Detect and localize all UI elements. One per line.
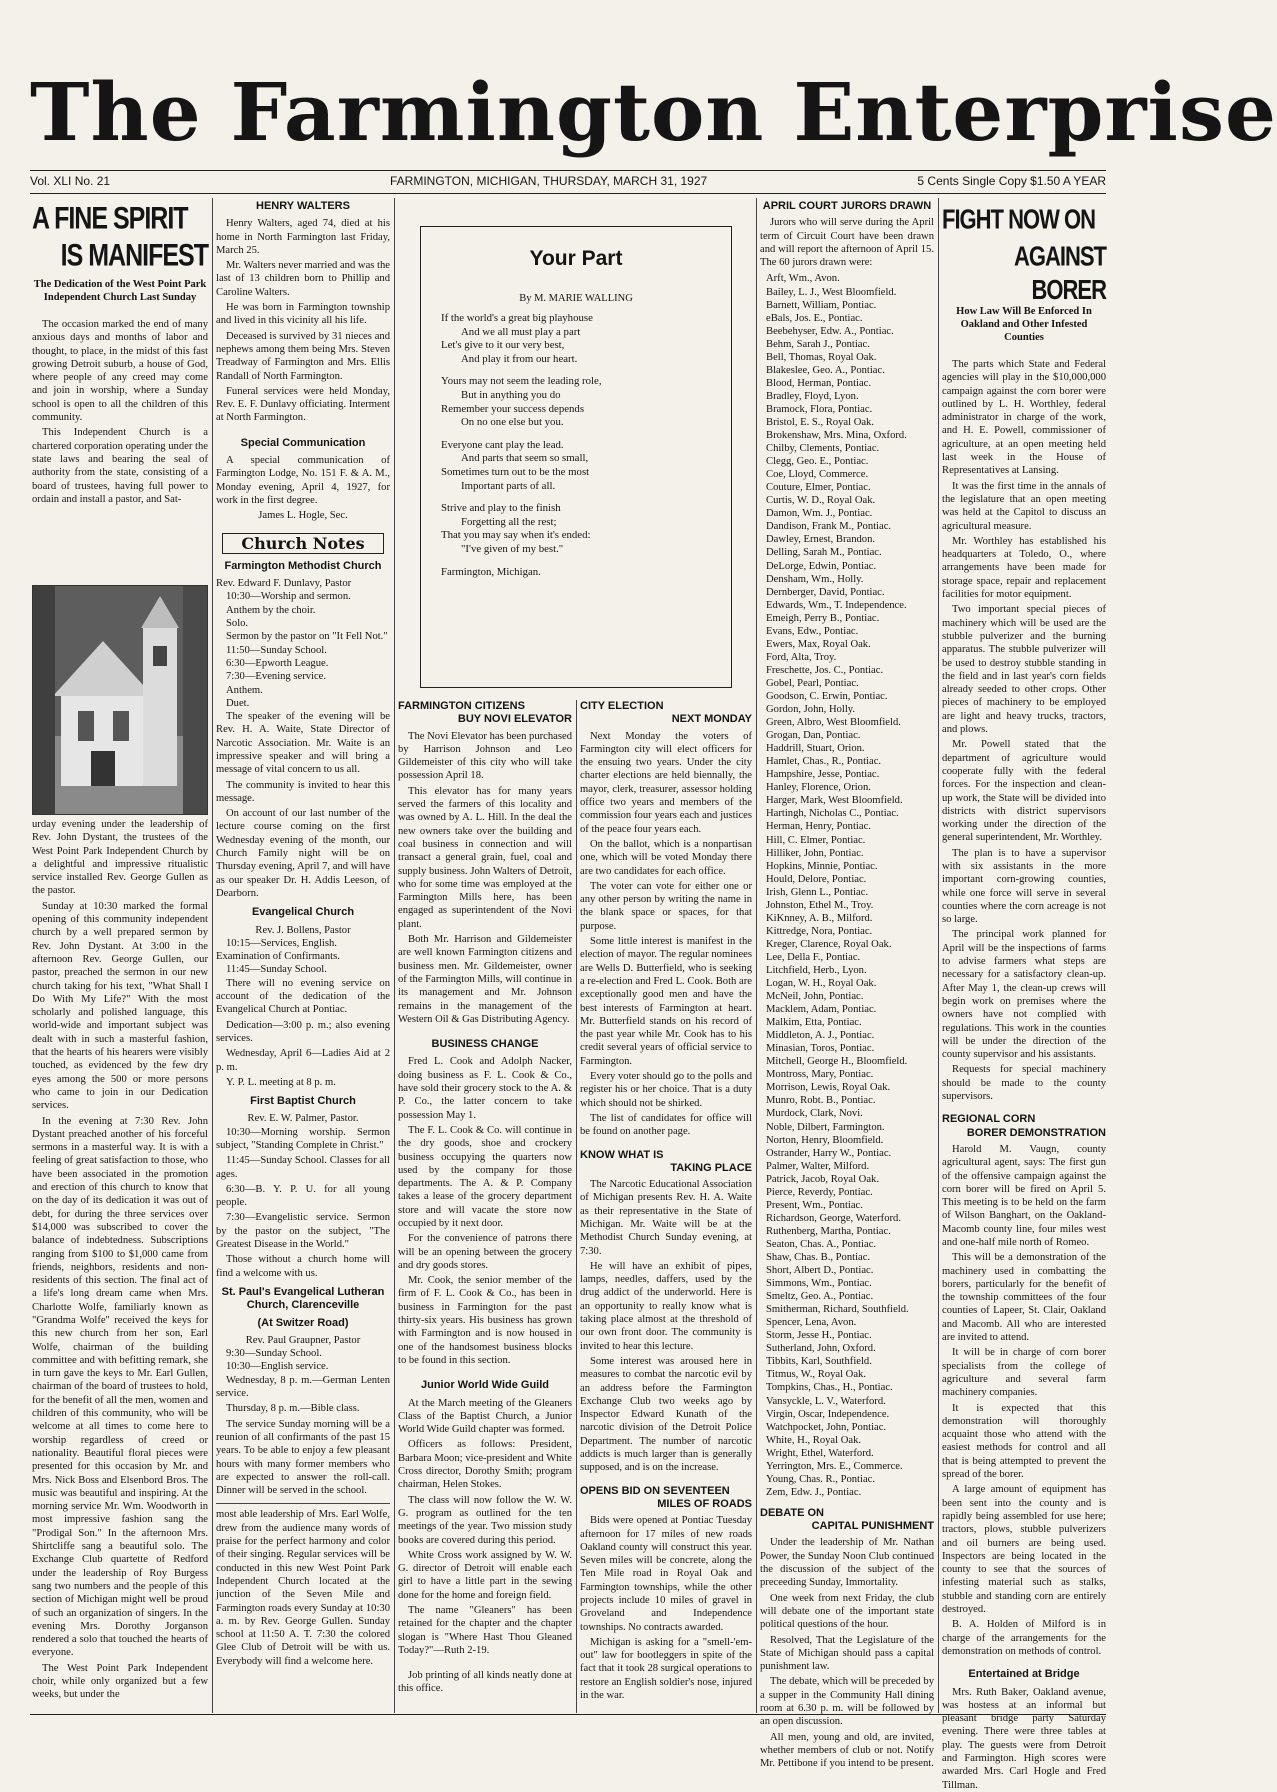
- juror-entry: Gordon, John, Holly.: [766, 704, 856, 716]
- juror-entry: Storm, Jesse H., Pontiac.: [766, 1330, 872, 1342]
- note-line: 10:30—Worship and sermon.: [226, 591, 351, 603]
- citizens-headline-2: BUY NOVI ELEVATOR: [457, 713, 572, 726]
- paragraph: B. A. Holden of Milford is in charge of the arrangements for the demonstration on methods of control.: [942, 1619, 1106, 1657]
- poem-line: And play it from our heart.: [461, 352, 578, 365]
- juror-entry: Malkim, Etta, Pontiac.: [766, 1017, 862, 1029]
- juror-entry: Hanley, Florence, Orion.: [766, 782, 871, 794]
- paragraph: It is expected that this demonstration will thoroughly acquaint those who attend with the easiest methods for control and all that is being attempted to prevent the spread of the borer.: [942, 1402, 1106, 1481]
- paragraph: This elevator has for many years served the farmers of this locality and was owned by A. L. Hill. In the deal the new owners take over the building and coal business in connection and will transact a general grain, fuel, coal and supply business. John Walters of Detroit, who for some time was employed at the Farmington Mills here, has been engaged as superintendent of the Novi plant.: [398, 785, 572, 930]
- note-line: 11:50—Sunday School.: [226, 644, 327, 656]
- paragraph: One week from next Friday, the club will debate one of the important state political questions of the hour.: [760, 1592, 934, 1631]
- note-line: Duet.: [226, 697, 250, 709]
- juror-entry: Sutherland, John, Oxford.: [766, 1343, 876, 1355]
- juror-entry: Simmons, Wm., Pontiac.: [766, 1278, 872, 1290]
- paragraph: Michigan is asking for a "smell-'em-out" law for bootleggers in spite of the fact that it took 28 surgical operations to restore an English soldier's nose, injured in the war.: [580, 1636, 752, 1702]
- paragraph: He was born in Farmington township and lived in this vicinity all his life.: [216, 302, 390, 327]
- divider: [216, 1503, 390, 1504]
- paragraph: The parts which State and Federal agencies will play in the $10,000,000 campaign against the corn borer were outlined by L. H. Worthley, federal administrator in charge of the work, and H. E. Powell, commissioner of agriculture, at an open meeting held last week in the House of Representatives at Lansing.: [942, 359, 1106, 477]
- juror-entry: Palmer, Walter, Milford.: [766, 1160, 870, 1172]
- paragraph: Requests for special machinery should be made to the county supervisors.: [942, 1064, 1106, 1103]
- paragraph: 11:45—Sunday School. Classes for all ages.: [216, 1155, 390, 1180]
- juror-entry: Titmus, W., Royal Oak.: [766, 1369, 866, 1381]
- juror-entry: Kittredge, Nora, Pontiac.: [766, 925, 873, 937]
- entertained-headline: Entertained at Bridge: [968, 1668, 1080, 1681]
- paragraph: The service Sunday morning will be a reunion of all confirmants of the past 15 years. To be able to enjoy a few pleasant hours with many former members who are expected to answer the roll-call. Dinner will be served in the school.: [216, 1418, 390, 1497]
- juror-list: [760, 272, 934, 1498]
- church-name: First Baptist Church: [250, 1095, 356, 1108]
- bottom-rule: [30, 1714, 1106, 1715]
- juror-entry: Ruthenberg, Martha, Pontiac.: [766, 1225, 891, 1237]
- jurors-headline: APRIL COURT JURORS DRAWN: [762, 200, 932, 212]
- fine-spirit-headline-1: A FINE SPIRIT: [32, 200, 188, 236]
- juror-entry: Irish, Glenn L., Pontiac.: [766, 886, 869, 898]
- juror-entry: Clegg, Geo. E., Pontiac.: [766, 456, 869, 468]
- note-line: 7:30—Evening service.: [226, 671, 327, 683]
- juror-entry: Freschette, Jos. C., Pontiac.: [766, 664, 884, 676]
- paragraph: Mrs. Ruth Baker, Oakland avenue, was hostess at an informal but pleasant bridge party Saturday evening. There were three tables at play. The guests were from Detroit and Farmington. High scores were awarded Mrs. Carl Hogle and Fred Tillman.: [942, 1686, 1106, 1791]
- juror-entry: Johnston, Ethel M., Troy.: [766, 899, 874, 911]
- business-change-headline: BUSINESS CHANGE: [431, 1038, 539, 1051]
- juror-entry: Smitherman, Richard, Southfield.: [766, 1304, 909, 1316]
- note-line: Solo.: [226, 618, 249, 630]
- paragraph: Bids were opened at Pontiac Tuesday afternoon for 17 miles of new roads Oakland county will construct this year. Seven miles will be concrete, along the Ten Mile road in Royal Oak and Farmington townships, while the other projects include 10 miles of gravel in Groveland and Independence townships. No contracts awarded.: [580, 1515, 752, 1633]
- paragraph: He will have an exhibit of pipes, lamps, needles, daffers, used by the drug addict of the underworld. Here is an opportunity to really know what is taking place almost at the threshold of our own front door. The community is invited to hear this lecture.: [580, 1260, 752, 1352]
- paragraph: The plan is to have a supervisor with six assistants in the more important corn-growing counties, while one force will serve in several counties where the corn acreage is not so large.: [942, 847, 1106, 926]
- note-line: Anthem.: [226, 684, 263, 696]
- price: 5 Cents Single Copy $1.50 A YEAR: [917, 174, 1106, 188]
- paragraph: The speaker of the evening will be Rev. H. A. Waite, State Director of Narcotic Association. Mr. Waite is an impressive speaker and will bring a message of vital concern to us all.: [216, 711, 390, 776]
- column-rule: [756, 198, 757, 1713]
- juror-entry: Patrick, Jacob, Royal Oak.: [766, 1173, 879, 1185]
- juror-entry: Arft, Wm., Avon.: [766, 273, 840, 285]
- paragraph: At the March meeting of the Gleaners Class of the Baptist Church, a Junior World Wide Guild chapter was formed.: [398, 1397, 572, 1436]
- poem-line: Yours may not seem the leading role,: [441, 375, 602, 388]
- juror-entry: Beebehyser, Edw. A., Pontiac.: [766, 325, 894, 337]
- poem-line: Everyone cant play the lead.: [441, 438, 564, 451]
- juror-entry: Herman, Henry, Pontiac.: [766, 821, 871, 833]
- paragraph: Both Mr. Harrison and Gildemeister are well known Farmington citizens and business men. Mr. Gildemeister, owner of the Farmington Mills, will continue in its management and Mr. Johnson remains in the management of the Western Oil & Gas Distributing Agency.: [398, 934, 572, 1025]
- note-line: Rev. Edward F. Dunlavy, Pastor: [216, 578, 352, 590]
- note-line: Rev. J. Bollens, Pastor: [255, 924, 351, 936]
- juror-entry: McNeil, John, Pontiac.: [766, 991, 864, 1003]
- juror-entry: Dernberger, David, Pontiac.: [766, 586, 885, 598]
- column-two: [216, 200, 390, 1713]
- juror-entry: Logan, W. H., Royal Oak.: [766, 978, 877, 990]
- juror-entry: Blakeslee, Geo. A., Pontiac.: [766, 364, 885, 376]
- juror-entry: Kreger, Clarence, Royal Oak.: [766, 938, 892, 950]
- column-rule: [576, 700, 577, 1713]
- juror-entry: Curtis, W. D., Royal Oak.: [766, 495, 876, 507]
- paragraph: The debate, which will be preceded by a supper in the Community Hall dining room at 6.30 p. m. will be followed by an open discussion.: [760, 1676, 934, 1728]
- poem-stanza: [441, 439, 731, 493]
- juror-entry: Short, Albert D., Pontiac.: [766, 1265, 874, 1277]
- note-line: Sermon by the pastor on "It Fell Not.": [226, 631, 388, 643]
- juror-entry: Hamlet, Chas., R., Pontiac.: [766, 756, 882, 768]
- paragraph: The Narcotic Educational Association of Michigan presents Rev. H. A. Waite as their representative in the State of Michigan. Mr. Waite will be at the Methodist Church Sunday evening, at 7:30.: [580, 1179, 752, 1257]
- dateline-rule: [30, 193, 1106, 194]
- know-what-headline-1: KNOW WHAT IS: [580, 1148, 664, 1161]
- juror-entry: White, H., Royal Oak.: [766, 1434, 862, 1446]
- poem-byline: By M. MARIE WALLING: [519, 293, 633, 304]
- paragraph: The list of candidates for office will be found on another page.: [580, 1112, 752, 1138]
- fight-headline-1: FIGHT NOW ON: [942, 203, 1095, 235]
- juror-entry: Morrison, Lewis, Royal Oak.: [766, 1082, 891, 1094]
- juror-entry: Goodson, C. Erwin, Pontiac.: [766, 690, 888, 702]
- juror-entry: Present, Wm., Pontiac.: [766, 1199, 863, 1211]
- paragraph: The name "Gleaners" has been retained for the chapter and the chapter slogan is "Where Hast Thou Gleaned Today?"—Ruth 2-19.: [398, 1605, 572, 1656]
- paragraph: Wednesday, 8 p. m.—German Lenten service.: [216, 1374, 390, 1400]
- paragraph: This will be a demonstration of the machinery used in combatting the borers, particularly for the benefit of the township committees of the four counties of Lapeer, St. Clair, Oakland and Macomb. All who are interested are invited to attend.: [942, 1252, 1106, 1344]
- note-line: Anthem by the choir.: [226, 604, 316, 616]
- paragraph: Every voter should go to the polls and register his or her choice. That is a duty which should not be shirked.: [580, 1071, 752, 1109]
- juror-entry: Spencer, Lena, Avon.: [766, 1317, 857, 1329]
- column-rule: [394, 198, 395, 1713]
- paragraph: 10:30—Morning worship. Sermon subject, "Standing Complete in Christ.": [216, 1126, 390, 1151]
- fine-spirit-deck: The Dedication of the West Point Park Independent Church Last Sunday: [33, 279, 207, 303]
- paragraph: The community is invited to hear this message.: [216, 779, 390, 804]
- paragraph: Mr. Cook, the senior member of the firm of F. L. Cook & Co., has been in business in Farmington for the past thirty-six years. His business has grown with Farmington and is now housed in one of the handsomest business blocks to be found in this section.: [398, 1275, 572, 1366]
- juror-entry: KiKnney, A. B., Milford.: [766, 912, 873, 924]
- column-four: [580, 700, 752, 1713]
- paragraph: Thursday, 8 p. m.—Bible class.: [226, 1403, 360, 1415]
- signature: James L. Hogle, Sec.: [258, 510, 348, 522]
- poem-line: Let's give to it our very best,: [441, 339, 565, 352]
- henry-walters-headline: HENRY WALTERS: [256, 200, 350, 212]
- paragraph: The West Point Park Independent choir, while only organized but a few weeks, but under the: [32, 1662, 208, 1701]
- paragraph: Resolved, That the Legislature of the State of Michigan should pass a capital punishment law.: [760, 1634, 934, 1673]
- paragraph: Y. P. L. meeting at 8 p. m.: [226, 1076, 336, 1088]
- city-election-headline-1: CITY ELECTION: [580, 700, 664, 712]
- juror-entry: Bristol, E. S., Royal Oak.: [766, 417, 874, 428]
- paragraph: The F. L. Cook & Co. will continue in the dry goods, shoe and crockery business occupying the quarters now used by the company for those departments. The A. & P. Company takes a lease of the grocery department store and will vacate the store now occupied by it next door.: [398, 1124, 572, 1229]
- opens-bid-headline-1: OPENS BID ON SEVENTEEN: [580, 1484, 730, 1497]
- church-notes-box: [222, 533, 384, 554]
- paragraph: Jurors who will serve during the April term of Circuit Court have been drawn and will report the afternoon of April 15. The 60 jurors drawn were:: [760, 217, 934, 269]
- juror-entry: Young, Chas. R., Pontiac.: [766, 1473, 875, 1485]
- juror-entry: Ewers, Max, Royal Oak.: [766, 638, 871, 650]
- church-name: Farmington Methodist Church: [224, 559, 382, 572]
- paragraph: On account of our last number of the lecture course coming on the first Wednesday evening of the month, our Church Family night will be on Thursday evening, April 7, and will have as our speaker Dr. H. Addis Leeson, of Dearborn.: [216, 808, 390, 899]
- masthead: The Farmington Enterprise: [30, 65, 1277, 159]
- paragraph: Mr. Worthley has established his headquarters at Toledo, O., where arrangements have been made for storage space, repair and replacement facilities for motor equipment.: [942, 535, 1106, 601]
- paragraph: Fred L. Cook and Adolph Nacker, doing business as F. L. Cook & Co., have sold their grocery stock to the A. & P. Co., the latter concern to take possession May 1.: [398, 1056, 572, 1121]
- opens-bid-headline-2: MILES OF ROADS: [657, 1497, 752, 1510]
- paragraph: On the ballot, which is a nonpartisan one, which will be voted Monday there are two candidates for each office.: [580, 838, 752, 877]
- juror-entry: Seaton, Chas. A., Pontiac.: [766, 1238, 877, 1250]
- poem-line: Strive and play to the finish: [441, 502, 561, 515]
- juror-entry: Hilliker, John, Pontiac.: [766, 847, 864, 859]
- juror-entry: Edwards, Wm., T. Independence.: [766, 599, 907, 611]
- poem-stanza: [441, 502, 731, 556]
- juror-entry: Bell, Thomas, Royal Oak.: [766, 351, 877, 363]
- juror-entry: Norton, Henry, Bloomfield.: [766, 1134, 884, 1146]
- juror-entry: Shaw, Chas. B., Pontiac.: [766, 1252, 871, 1263]
- juror-entry: Green, Albro, West Bloomfield.: [766, 717, 901, 729]
- juror-entry: Mitchell, George H., Bloomfield.: [766, 1056, 908, 1068]
- paragraph: The Novi Elevator has been purchased by Harrison Johnson and Leo Gildemeister of this city who will take possession April 18.: [398, 730, 572, 782]
- church-notes-title: Church Notes: [241, 533, 365, 553]
- poem-line: But in anything you do: [461, 388, 561, 401]
- paragraph: The principal work planned for April will be the inspections of farms to advise farmers what steps are necessary for a satisfactory clean-up. After May 1, the clean-up crews will begin work on premises where the owners have not complied with regulations. This work in the counties will be under the direction of the county supervisor and his assistants.: [942, 929, 1106, 1061]
- paragraph: Wednesday, April 6—Ladies Aid at 2 p. m.: [216, 1048, 390, 1073]
- juror-entry: Harger, Mark, West Bloomfield.: [766, 795, 903, 807]
- juror-entry: Yerrington, Mrs. E., Commerce.: [766, 1460, 903, 1472]
- paragraph: The class will now follow the W. W. G. program as outlined for the ten meetings of the year. Two mission study books are covered during this period.: [398, 1494, 572, 1546]
- juror-entry: Virgin, Oscar, Independence.: [766, 1408, 890, 1420]
- debate-headline-1: DEBATE ON: [760, 1506, 824, 1519]
- juror-entry: Tompkins, Chas., H., Pontiac.: [766, 1382, 893, 1394]
- juror-entry: Hartingh, Nicholas C., Pontiac.: [766, 808, 899, 820]
- juror-entry: Emeigh, Perry B., Pontiac.: [766, 612, 880, 624]
- paragraph: Under the leadership of Mr. Nathan Power, the Sunday Noon Club continued the discussion of the subject of the preceeding Sunday, Immortality.: [760, 1537, 934, 1589]
- regional-corn-headline-1: REGIONAL CORN: [942, 1113, 1036, 1126]
- paragraph: most able leadership of Mrs. Earl Wolfe, drew from the audience many words of praise for the perfect harmony and color of their singing. Regular services will be conducted in this new West Point Park Independent Church located at the junction of the Seven Mile and Farmington roads every Sunday at 10:30 a. m. by Rev. George Gullen. Sunday school at 11:50 A. T. 7:30 the colored Glee Club of Detroit will be with us. Everybody will find a welcome here.: [216, 1509, 390, 1667]
- paragraph: This Independent Church is a chartered corporation operating under the state laws and bearing the seal of authority from the state, consisting of a board of trustees, having full power to ordain and install a pastor, and Sat-: [32, 427, 208, 505]
- juror-entry: Montross, Mary, Pontiac.: [766, 1069, 874, 1081]
- juror-entry: Hampshire, Jesse, Pontiac.: [766, 769, 880, 781]
- paragraph: 7:30—Evangelistic service. Sermon by the pastor on the subject, "The Greatest Disease in the World.": [216, 1212, 390, 1251]
- church-location: (At Switzer Road): [257, 1316, 349, 1329]
- poem-stanza: [441, 375, 731, 429]
- church-photo: [32, 585, 208, 815]
- juror-entry: Gobel, Pearl, Pontiac.: [766, 677, 859, 689]
- note-line: 10:15—Services, English.: [226, 937, 337, 949]
- juror-entry: Densham, Wm., Holly.: [766, 573, 864, 585]
- juror-entry: Ostrander, Harry W., Pontiac.: [766, 1147, 892, 1159]
- paragraph: Sunday at 10:30 marked the formal opening of this community independent church by a well prepared sermon by Rev. John Dystant. At 3:00 in the afternoon Rev. George Gullen, our pastor, preached the sermon in our new church taking for his text, "What Shall I Do With My Life?" With the most scholarly and polished language, this world-wide and important subject was dealt with in such a masterful fashion, that the hearts of his hearers were visibly touched, as evidenced by the few dry eyes among the 500 or more persons who came to join in our Dedication services.: [32, 900, 208, 1112]
- juror-entry: eBals, Jos. E., Pontiac.: [766, 312, 863, 324]
- juror-entry: Zem, Edw. J., Pontiac.: [766, 1486, 862, 1498]
- juror-entry: Hopkins, Minnie, Pontiac.: [766, 860, 878, 872]
- juror-entry: Bramock, Flora, Pontiac.: [766, 403, 873, 415]
- paragraph: White Cross work assigned by W. W. G. director of Detroit will enable each girl to have a little part in the sewing done for the home and foreign field.: [398, 1549, 572, 1601]
- fine-spirit-headline-2: IS MANIFEST: [60, 237, 208, 273]
- juror-entry: Litchfield, Herb., Lyon.: [766, 964, 867, 976]
- note-line: 10:30—English service.: [226, 1361, 329, 1373]
- paragraph: 6:30—B. Y. P. U. for all young people.: [216, 1183, 390, 1209]
- juror-entry: Delling, Sarah M., Pontiac.: [766, 547, 882, 559]
- column-rule: [212, 198, 213, 1713]
- poem-line: Remember your success depends: [441, 402, 585, 415]
- fine-spirit-article: [32, 200, 208, 575]
- church-illustration: [33, 586, 207, 814]
- juror-entry: Ford, Alta, Troy.: [766, 651, 837, 663]
- note-line: Rev. E. W. Palmer, Pastor.: [247, 1113, 359, 1125]
- juror-entry: Watchpocket, John, Pontiac.: [766, 1421, 887, 1433]
- juror-entry: Chilby, Clements, Pontiac.: [766, 443, 880, 455]
- note-line: 6:30—Epworth League.: [226, 657, 329, 669]
- place-date: FARMINGTON, MICHIGAN, THURSDAY, MARCH 31, 1927: [390, 174, 708, 188]
- juror-entry: Hill, C. Elmer, Pontiac.: [766, 834, 866, 846]
- paragraph: Some little interest is manifest in the election of mayor. The regular nominees are Wells D. Butterfield, who is seeking a re-election and Fred L. Cook. Both are exceptionally good men and have the best interests of Farmington at heart. Mr. Butterfield stands on his record of the past year while Mr. Cook has to his credit several years of official service to Farmington.: [580, 936, 752, 1067]
- paragraph: Henry Walters, aged 74, died at his home in North Farmington last Friday, March 25.: [216, 218, 390, 256]
- paragraph: A large amount of equipment has been sent into the county and is rapidly being assembled for use here; tractors, plows, stubble pulverizers and oil burners are being used. Inspectors are being located in the county to see that the sources of infesting material such as stalks, stubble and standing corn are entirely destroyed.: [942, 1484, 1106, 1616]
- paragraph: The voter can vote for either one or any other person by writing the name in the blank space or spaces, for that purpose.: [580, 880, 752, 932]
- juror-entry: Smeltz, Geo. A., Pontiac.: [766, 1291, 874, 1303]
- juror-entry: Blood, Herman, Pontiac.: [766, 377, 872, 389]
- juror-entry: Coe, Lloyd, Commerce.: [766, 469, 869, 481]
- note-line: 11:45—Sunday School.: [226, 964, 327, 976]
- dateline: [30, 172, 1106, 192]
- special-communication-headline: Special Communication: [240, 436, 366, 449]
- paragraph: Those without a church home will find a welcome with us.: [216, 1254, 390, 1279]
- know-what-headline-2: TAKING PLACE: [670, 1161, 752, 1174]
- poem-line: Sometimes turn out to be the most: [441, 465, 590, 478]
- paragraph: Harold M. Vaugn, county agricultural agent, says: The first gun of the offensive campaign against the corn borer will be fired on April 5. This meeting is to be held on the farm of Wilson Banghart, on the Oakland-Macomb county line, four miles west and one-half mile north of Romeo.: [942, 1143, 1106, 1248]
- juror-entry: Wright, Ethel, Waterford.: [766, 1447, 874, 1459]
- juror-entry: Macklem, Adam, Pontiac.: [766, 1004, 877, 1016]
- church-name: St. Paul's Evangelical Lutheran Church, Clarenceville: [221, 1285, 385, 1312]
- juror-entry: Bailey, L. J., West Bloomfield.: [766, 286, 897, 298]
- juror-entry: Brokenshaw, Mrs. Mina, Oxford.: [766, 430, 907, 442]
- job-printing-notice: Job printing of all kinds neatly done at this office.: [398, 1670, 572, 1695]
- juror-entry: Dawley, Ernest, Brandon.: [766, 534, 876, 546]
- paragraph: It was the first time in the annals of the legislature that an open meeting was held at the Capitol to discuss an agricultural measure.: [942, 480, 1106, 532]
- paragraph: Next Monday the voters of Farmington city will elect officers for the ensuing two years. Under the city charter elections are held biennally, the mayor, clerk, treasurer, assessor holding office two years and members of the commission four years each and justices of the peace four years each.: [580, 730, 752, 835]
- poem-line: Forgetting all the rest;: [461, 515, 557, 528]
- poem-line: "I've given of my best.": [461, 542, 564, 555]
- paragraph: Dedication—3:00 p. m.; also evening services.: [216, 1019, 390, 1044]
- juror-entry: Evans, Edw., Pontiac.: [766, 625, 859, 637]
- paragraph: Deceased is survived by 31 nieces and nephews among them being Mrs. Steven Treadway of Farmington and Mrs. Ellis Randall of North Farmington.: [216, 330, 390, 382]
- juror-entry: Barnett, William, Pontiac.: [766, 299, 877, 311]
- poem-stanza: [441, 312, 731, 366]
- juror-entry: Murdock, Clark, Novi.: [766, 1108, 863, 1120]
- paragraph: A special communication of Farmington Lodge, No. 151 F. & A. M., Monday evening, April 4, 1927, for work in the first degree.: [216, 455, 390, 506]
- juror-entry: Hould, Delore, Pontiac.: [766, 873, 867, 885]
- paragraph: The occasion marked the end of many anxious days and months of labor and thought, to place, in the midst of this fast growing Detroit suburb, a house of God, where people of any creed may come and join in worship, where a Sunday school is open to all the children of this community.: [32, 319, 208, 424]
- column-rule: [938, 198, 939, 1713]
- poem-line: Important parts of all.: [461, 479, 556, 492]
- poem-line: That you may say when it's ended:: [441, 529, 591, 542]
- your-part-poem-box: [420, 226, 732, 688]
- juror-entry: Noble, Dilbert, Farmington.: [766, 1121, 885, 1133]
- note-line: 9:30—Sunday School.: [226, 1348, 322, 1360]
- paragraph: It will be in charge of corn borer specialists from the college of agriculture and several farm machinery companies.: [942, 1347, 1106, 1399]
- citizens-headline-1: FARMINGTON CITIZENS: [398, 700, 525, 712]
- juror-entry: Dandison, Frank M., Pontiac.: [766, 521, 892, 533]
- volume-number: Vol. XLI No. 21: [30, 174, 111, 188]
- juror-entry: Haddrill, Stuart, Orion.: [766, 743, 865, 755]
- column-six: [942, 200, 1106, 1791]
- poem-line: And we all must play a part: [461, 325, 581, 338]
- poem-line: On no one else but you.: [461, 416, 564, 429]
- fight-headline-2: AGAINST BORER: [1014, 240, 1106, 306]
- juror-entry: Middleton, A. J., Pontiac.: [766, 1030, 875, 1042]
- paragraph: Mr. Powell stated that the department of agriculture would cooperate fully with the federal forces. For the inspection and clean-up work, the State will be divided into districts with district supervisors working under the direction of the general superintendent, Mr. Worthley.: [942, 739, 1106, 844]
- top-rule: [30, 170, 1106, 171]
- juror-entry: Couture, Elmer, Pontiac.: [766, 482, 871, 494]
- juror-entry: Grogan, Dan, Pontiac.: [766, 730, 861, 742]
- paragraph: Two important special pieces of machinery which will be used are the stubble pulverizer and the burning apparatus. The stubble pulverizer will be used to destroy stubble standing in the field and in last year's corn fields already seeded to other crops. Other pieces of machinery to be employed are light and heavy trucks, tractors, and plows.: [942, 604, 1106, 736]
- paragraph: Mr. Walters never married and was the last of 13 children born to Phillip and Caroline Walters.: [216, 260, 390, 298]
- juror-entry: Damon, Wm. J., Pontiac.: [766, 508, 873, 520]
- regional-corn-headline-2: BORER DEMONSTRATION: [966, 1126, 1106, 1139]
- juror-entry: DeLorge, Edwin, Pontiac.: [766, 560, 877, 572]
- paragraph: For the convenience of patrons there will be an opening between the grocery and dry goods stores.: [398, 1233, 572, 1271]
- church-name: Evangelical Church: [251, 906, 355, 919]
- juror-entry: Tibbits, Karl, Southfield.: [766, 1356, 872, 1368]
- poem-place: Farmington, Michigan.: [441, 565, 541, 578]
- city-election-headline-2: NEXT MONDAY: [671, 713, 752, 726]
- poem-line: If the world's a great big playhouse: [441, 312, 593, 324]
- note-line: Rev. Paul Graupner, Pastor: [245, 1334, 361, 1346]
- juror-entry: Vansyckle, L. V., Waterford.: [766, 1395, 886, 1407]
- poem-title: Your Part: [529, 247, 623, 270]
- column-five: [760, 200, 934, 1770]
- juror-entry: Lee, Della F., Pontiac.: [766, 951, 861, 963]
- juror-entry: Behm, Sarah J., Pontiac.: [766, 338, 870, 350]
- paragraph: urday evening under the leadership of Rev. John Dystant, the trustees of the West Point Park Independent Church by a delightful and impressive ritualistic service installed Rev. George Gullen as the pastor.: [32, 819, 208, 897]
- fine-spirit-continued: [32, 818, 208, 1713]
- note-line: Examination of Confirmants.: [216, 951, 340, 963]
- paragraph: All men, young and old, are invited, whether members of club or not. Notify Mr. Pettibone if you intend to be present.: [760, 1731, 934, 1770]
- paragraph: Officers as follows: President, Barbara Moon; vice-president and White Cross director, Dorothy Smith; program chairman, Helen Stokes.: [398, 1439, 572, 1491]
- juror-entry: Minasian, Toros, Pontiac.: [766, 1043, 875, 1055]
- paragraph: Some interest was aroused here in measures to combat the narcotic evil by an address before the Farmington Exchange Club two weeks ago by Inspector Edward Kunath of the narcotic division of the Detroit Police Department. The number of narcotic addicts is much larger than is generally supposed, and is on the increase.: [580, 1355, 752, 1474]
- juror-entry: Pierce, Reverdy, Pontiac.: [766, 1186, 873, 1198]
- column-three: [398, 700, 572, 1713]
- juror-entry: Richardson, George, Waterford.: [766, 1212, 901, 1224]
- poem-line: And parts that seem so small,: [461, 452, 589, 465]
- juror-entry: Bradley, Floyd, Lyon.: [766, 390, 859, 402]
- paragraph: In the evening at 7:30 Rev. John Dystant preached another of his forceful sermons in a masterful way. It is with a feeling of great satisfaction to those, who have been associated in the promotion and erection of this church to know that on the day of its dedication it was out of debt, for during the three services over $14,000 was subscribed to cover the balance of indebtedness. Subscriptions ranging from $100 to $1,000 came from friends, neighbors, residents and non-residents of this section. The final act of a life's long dream came when Mrs. Charlotte Wolfe, familiarly known as "Grandma Wolfe" received the keys for this new church from her son, Earl Wolfe, chairman of the building committee and with befitting remark, she in turn gave the keys to Mr. Earl Gullen, chairman of the board of trustees to hold, for the benefit of all the men, women and children of this community, who will be welcome at all times to come here to worship regardless of creed or nationality. Beautiful floral pieces were presented for this occasion by Mr. and Mrs. Nick Boss and Elsenbord Bros. The music was beautiful and inspiring. At the morning service Mr. Wm. Woodworth in most impressive fashion sang the "Prodigal Son." In the afternoon Mrs. Shirtcliffe sang a beautiful solo. The Exchange Club quartette of Redford under the leadership of Roy Burgess sang two numbers and the people of this section of Michigan might well be proud of such an organization of singers. In the evening Mrs. Dorothy Jorganson rendered a solo that touched the hearts of everyone.: [32, 1115, 208, 1659]
- debate-headline-2: CAPITAL PUNISHMENT: [811, 1520, 934, 1533]
- junior-guild-headline: Junior World Wide Guild: [420, 1379, 550, 1392]
- fight-deck: How Law Will Be Enforced In Oakland and Other Infested Counties: [956, 306, 1092, 343]
- juror-entry: Munro, Robt. B., Pontiac.: [766, 1095, 876, 1107]
- paragraph: Funeral services were held Monday, Rev. E. F. Dunlavy officiating. Interment at North Farmington.: [216, 385, 390, 424]
- paragraph: There will no evening service on account of the dedication of the Evangelical Church at Pontiac.: [216, 977, 390, 1016]
